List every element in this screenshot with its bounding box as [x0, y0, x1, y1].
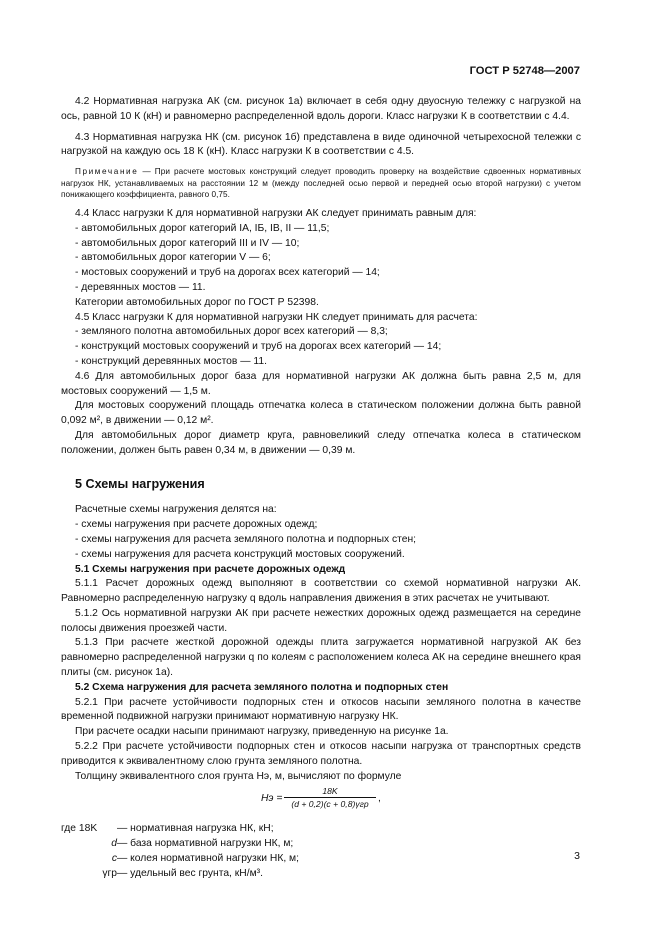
definition-desc: — база нормативной нагрузки НК, м;	[117, 838, 294, 850]
list-item: - конструкций деревянных мостов — 11.	[75, 355, 267, 367]
subsection-5-1-heading: 5.1 Схемы нагружения при расчете дорожных одежд	[75, 563, 346, 575]
definition-item	[61, 837, 581, 852]
list-item: - автомобильных дорог категории V — 6;	[75, 252, 271, 264]
list-5	[61, 518, 581, 562]
paragraph-5-intro: Расчетные схемы нагружения делятся на:	[75, 504, 277, 516]
formula-equivalent-layer	[61, 784, 581, 822]
note	[61, 166, 581, 201]
paragraph-5-2-1: 5.2.1 При расчете устойчивости подпорных стен и откосов насыпи земляного полотна в качестве временной подвижной нагрузки принимают нормативную нагрузку НК.	[61, 696, 581, 723]
paragraph-5-1-3: 5.1.3 При расчете жесткой дорожной одежды плита загружается нормативной нагрузкой АК без равномерно распределенной нагрузки q по колеям с расположением колеса АК на середине внешнего края плиты (см. рисунок 1а).	[61, 637, 581, 679]
formula-fraction	[284, 785, 376, 810]
categories-reference: Категории автомобильных дорог по ГОСТ Р 52398.	[75, 296, 319, 308]
paragraph-4-6-area: Для мостовых сооружений площадь отпечатка колеса в статическом положении должна быть равной 0,092 м², в движении — 0,12 м².	[61, 400, 581, 427]
definition-item	[61, 867, 581, 882]
document-code: ГОСТ Р 52748—2007	[469, 65, 580, 77]
section-5-heading: 5 Схемы нагружения	[75, 476, 205, 491]
list-item: - земляного полотна автомобильных дорог всех категорий — 8,3;	[75, 326, 388, 338]
paragraph-4-2: 4.2 Нормативная нагрузка АК (см. рисунок 1а) включает в себя одну двуосную тележку с нагрузкой на ось, равной 10 К (кН) и равномерно распределенной вдоль дороги. Класс нагрузки К в соответствии с 4.4.	[61, 96, 581, 122]
definition-desc: — удельный вес грунта, кН/м³.	[117, 867, 263, 879]
page-body	[61, 95, 581, 882]
list-item: - автомобильных дорог категорий III и IV — 10;	[75, 237, 300, 249]
note-text: — При расчете мостовых конструкций следует проводить проверку на воздействие сдвоенных нормативных нагрузок НК, устанавливаемых на расстоянии 12 м (между последней осью первой и передней осью второй нагрузки) с учетом понижающего коэффициента, равного 0,75.	[61, 167, 581, 200]
paragraph-4-6: 4.6 Для автомобильных дорог база для нормативной нагрузки АК должна быть равна 2,5 м, для мостовых сооружений — 1,5 м.	[61, 370, 581, 397]
definition-item	[61, 822, 581, 837]
list-4-5	[61, 325, 581, 369]
list-item: - схемы нагружения для расчета земляного полотна и подпорных стен;	[75, 533, 417, 545]
paragraph-4-3: 4.3 Нормативная нагрузка НК (см. рисунок 1б) представлена в виде одиночной четырехосной тележки с нагрузкой на каждую ось 18 К (кН). Класс нагрузки К в соответствии с 4.5.	[61, 131, 581, 158]
formula-denominator: (d + 0,2)(c + 0,8)γгр	[291, 799, 369, 810]
formula-lhs: Hэ =	[261, 793, 283, 805]
paragraph-4-4: 4.4 Класс нагрузки К для нормативной нагрузки АК следует принимать равным для:	[75, 207, 477, 219]
list-item: - деревянных мостов — 11.	[75, 281, 206, 293]
formula-tail: ,	[378, 793, 381, 805]
list-item: - схемы нагружения для расчета конструкций мостовых сооружений.	[75, 548, 405, 560]
formula-definitions	[61, 822, 581, 881]
note-label: Примечание	[75, 167, 139, 177]
list-item: - конструкций мостовых сооружений и труб на дорогах всех категорий — 14;	[75, 341, 442, 353]
definition-term: γгр	[102, 867, 117, 879]
definition-term: где 18K	[61, 823, 98, 835]
definition-desc: — нормативная нагрузка НК, кН;	[117, 823, 274, 835]
paragraph-5-1-1: 5.1.1 Расчет дорожных одежд выполняют в соответствии со схемой нормативной нагрузки АК. Равномерно распределенную нагрузку q вдоль направления движения в этих расчетах не учитывают.	[61, 578, 581, 605]
definition-term: d	[111, 838, 117, 850]
list-item: - автомобильных дорог категорий IA, IБ, IB, II — 11,5;	[75, 222, 330, 234]
subsection-5-2-heading: 5.2 Схема нагружения для расчета земляного полотна и подпорных стен	[75, 681, 449, 693]
list-item: - схемы нагружения при расчете дорожных одежд;	[75, 519, 318, 531]
paragraph-5-2-1-settlement: При расчете осадки насыпи принимают нагрузку, приведенную на рисунке 1а.	[75, 726, 449, 738]
page-number: 3	[574, 850, 580, 862]
formula-numerator: 18K	[284, 785, 376, 798]
paragraph-4-6-diameter: Для автомобильных дорог диаметр круга, равновеликий следу отпечатка колеса в статическом положении, должен быть равен 0,34 м, в движении — 0,39 м.	[61, 429, 581, 456]
paragraph-5-2-2: 5.2.2 При расчете устойчивости подпорных стен и откосов насыпи нагрузка от транспортных средств приводится к эквивалентному слою грунта земляного полотна.	[61, 741, 581, 767]
definition-term: c	[111, 853, 117, 865]
list-4-4	[61, 222, 581, 296]
definition-item	[61, 852, 581, 867]
definition-desc: — колея нормативной нагрузки НК, м;	[117, 853, 299, 865]
paragraph-4-5: 4.5 Класс нагрузки К для нормативной нагрузки НК следует принимать для расчета:	[75, 311, 478, 323]
list-item: - мостовых сооружений и труб на дорогах всех категорий — 14;	[75, 267, 380, 279]
paragraph-5-1-2: 5.1.2 Ось нормативной нагрузки АК при расчете нежестких дорожных одежд размещается на середине полосы движения проезжей части.	[61, 607, 581, 634]
paragraph-thickness: Толщину эквивалентного слоя грунта Hэ, м, вычисляют по формуле	[75, 770, 402, 782]
